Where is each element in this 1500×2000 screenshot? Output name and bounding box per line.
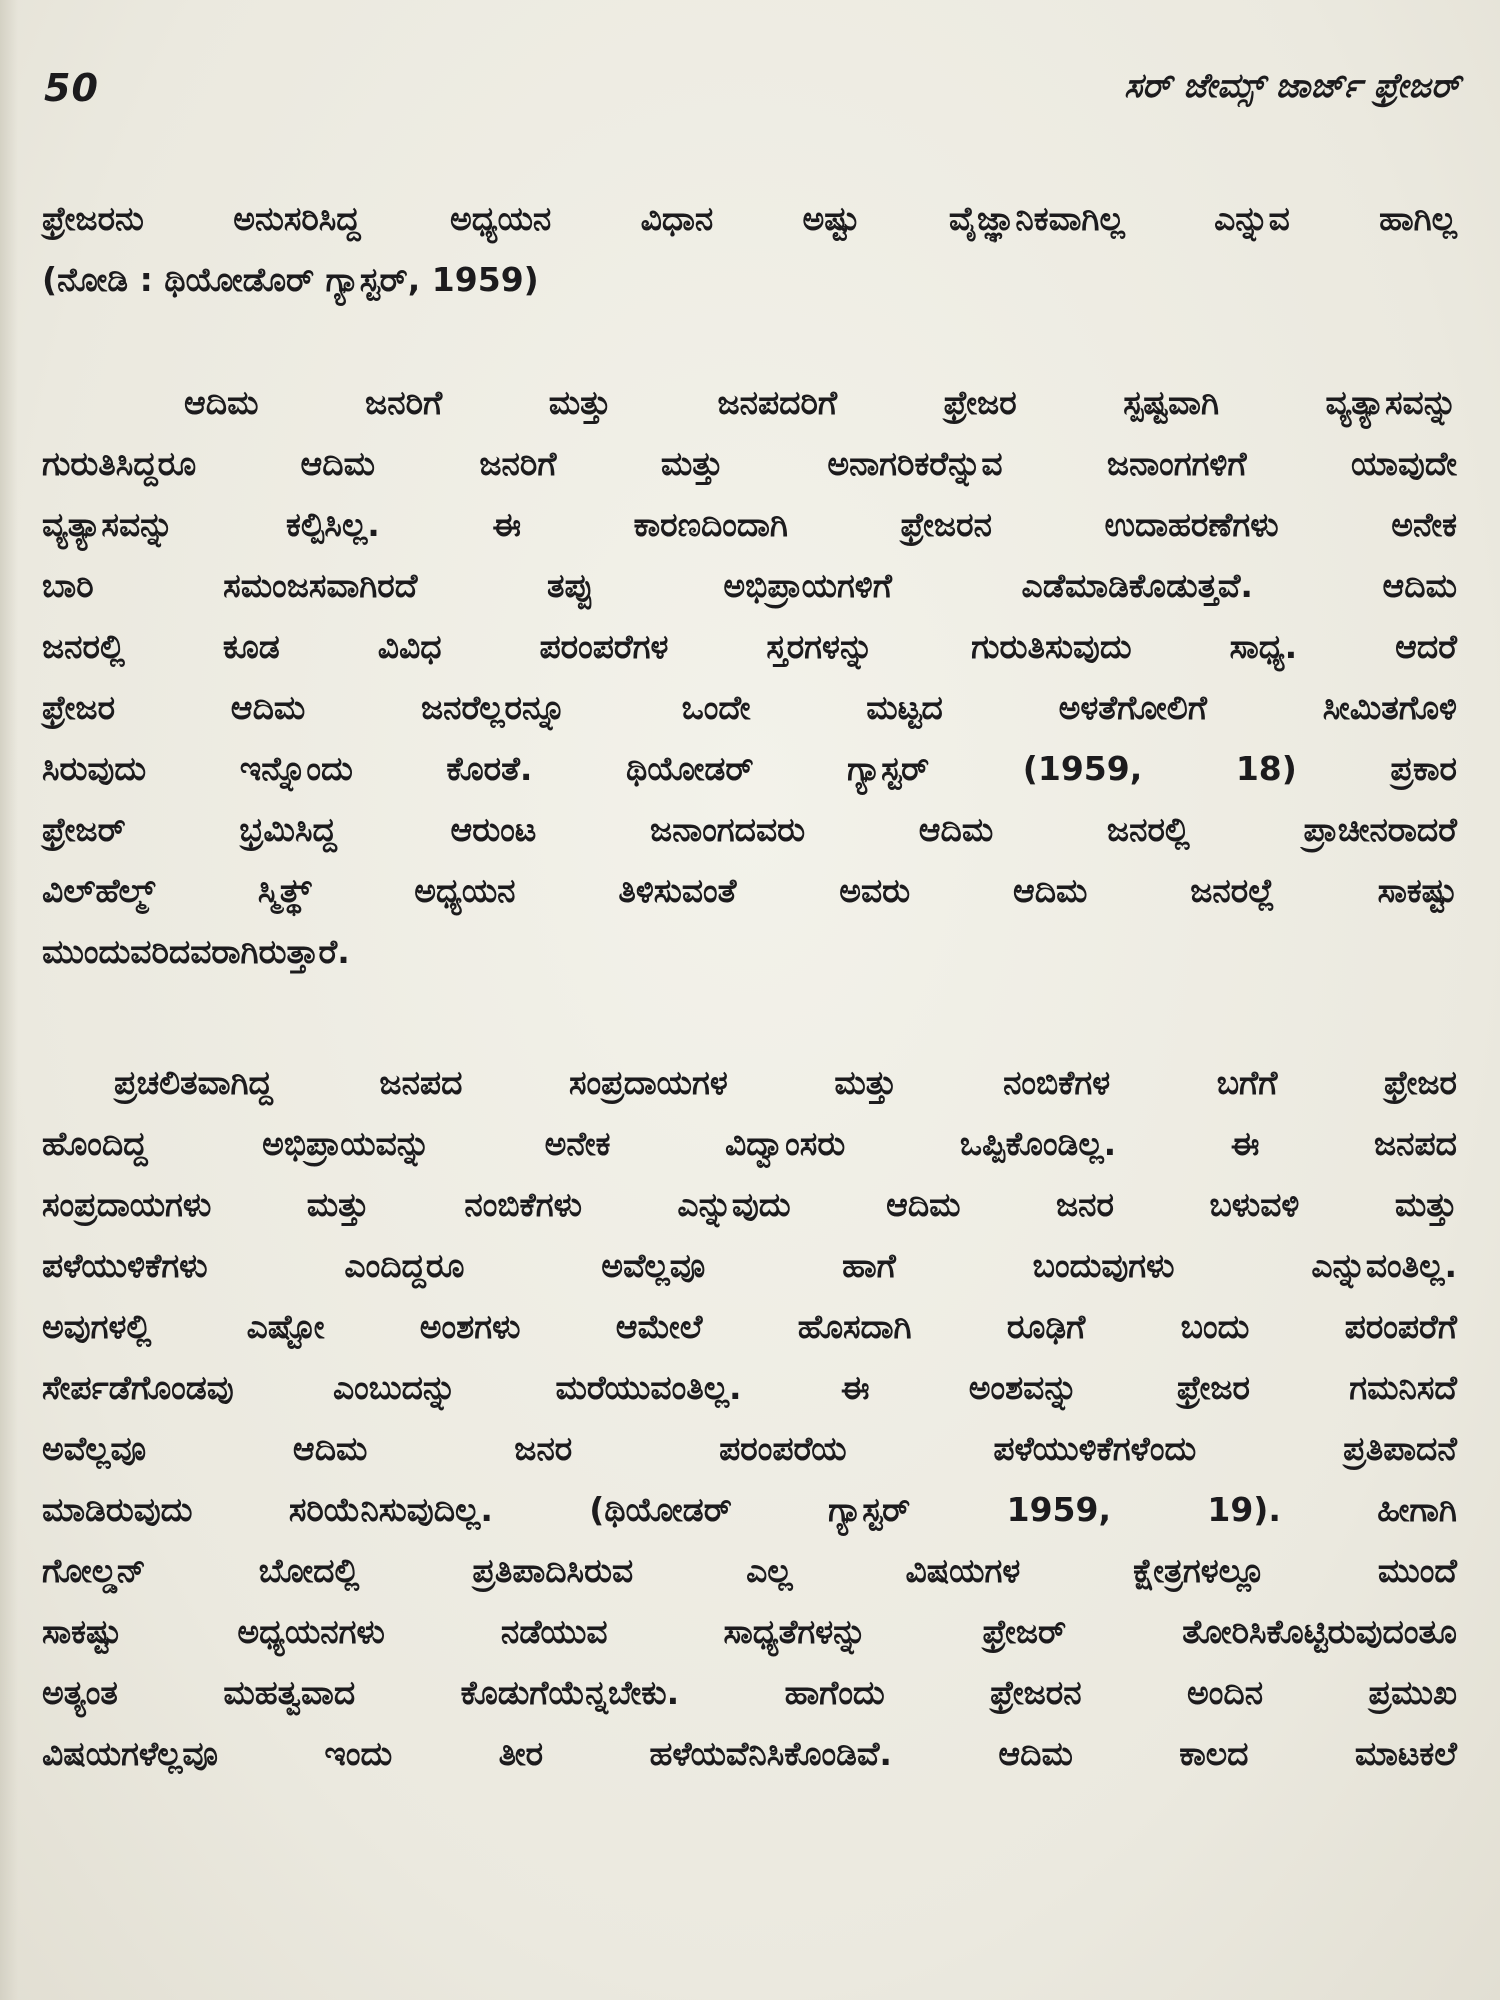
text-line: ಗುರುತಿಸಿದ್ದರೂ ಆದಿಮ ಜನರಿಗೆ ಮತ್ತು ಅನಾಗರಿಕರೆನ್ನುವ ಜನಾಂಗಗಳಿಗೆ ಯಾವುದೇ bbox=[42, 444, 1457, 483]
text-line: ಸಿರುವುದು ಇನ್ನೊಂದು ಕೊರತೆ. ಥಿಯೋಡರ್ ಗ್ಯಾಸ್ಟರ್ (1959, 18) ಪ್ರಕಾರ bbox=[42, 749, 1457, 788]
text-line: ವಿಲ್‌ಹೆಲ್ಮ್ ಸ್ಮಿತ್ಥ್ ಅಧ್ಯಯನ ತಿಳಿಸುವಂತೆ ಅವರು ಆದಿಮ ಜನರಲ್ಲೆ ಸಾಕಷ್ಟು bbox=[42, 871, 1457, 910]
body-text bbox=[42, 188, 1457, 1784]
text-line: ಮುಂದುವರಿದವರಾಗಿರುತ್ತಾರೆ. bbox=[42, 932, 350, 971]
text-line: ಜನರಲ್ಲಿ ಕೂಡ ವಿವಿಧ ಪರಂಪರೆಗಳ ಸ್ತರಗಳನ್ನು ಗುರುತಿಸುವುದು ಸಾಧ್ಯ. ಆದರೆ bbox=[42, 627, 1457, 666]
paragraph-spacer bbox=[42, 982, 1457, 1052]
text-line: ಪ್ರಚಲಿತವಾಗಿದ್ದ ಜನಪದ ಸಂಪ್ರದಾಯಗಳ ಮತ್ತು ನಂಬಿಕೆಗಳ ಬಗೆಗೆ ಫ್ರೇಜರ bbox=[114, 1063, 1457, 1102]
page-fold-shadow bbox=[0, 0, 18, 2000]
text-line: ಅವೆಲ್ಲವೂ ಆದಿಮ ಜನರ ಪರಂಪರೆಯ ಪಳೆಯುಳಿಕೆಗಳೆಂದು ಪ್ರತಿಪಾದನೆ bbox=[42, 1429, 1457, 1468]
text-line: ಪಳೆಯುಳಿಕೆಗಳು ಎಂದಿದ್ದರೂ ಅವೆಲ್ಲವೂ ಹಾಗೆ ಬಂದುವುಗಳು ಎನ್ನುವಂತಿಲ್ಲ. bbox=[42, 1246, 1457, 1285]
text-line: ಗೋಲ್ಡನ್ ಬೋದಲ್ಲಿ ಪ್ರತಿಪಾದಿಸಿರುವ ಎಲ್ಲ ವಿಷಯಗಳ ಕ್ಷೇತ್ರಗಳಲ್ಲೂ ಮುಂದೆ bbox=[42, 1551, 1457, 1590]
text-line: ಅವುಗಳಲ್ಲಿ ಎಷ್ಟೋ ಅಂಶಗಳು ಆಮೇಲೆ ಹೊಸದಾಗಿ ರೂಢಿಗೆ ಬಂದು ಪರಂಪರೆಗೆ bbox=[42, 1307, 1457, 1346]
paragraph-spacer bbox=[42, 310, 1457, 372]
page-number: 50 bbox=[44, 66, 99, 110]
text-line: ಸೇರ್ಪಡೆಗೊಂಡವು ಎಂಬುದನ್ನು ಮರೆಯುವಂತಿಲ್ಲ. ಈ ಅಂಶವನ್ನು ಫ್ರೇಜರ ಗಮನಿಸದೆ bbox=[42, 1368, 1457, 1407]
text-line: ಅತ್ಯಂತ ಮಹತ್ವವಾದ ಕೊಡುಗೆಯೆನ್ನಬೇಕು. ಹಾಗೆಂದು ಫ್ರೇಜರನ ಅಂದಿನ ಪ್ರಮುಖ bbox=[42, 1673, 1457, 1712]
text-line: ಫ್ರೇಜರನು ಅನುಸರಿಸಿದ್ದ ಅಧ್ಯಯನ ವಿಧಾನ ಅಷ್ಟು ವೈಜ್ಞಾನಿಕವಾಗಿಲ್ಲ ಎನ್ನುವ ಹಾಗಿಲ್ಲ bbox=[42, 199, 1457, 238]
running-head: ಸರ್ ಜೇಮ್ಸ್ ಜಾರ್ಜ್ ಫ್ರೇಜರ್ bbox=[1124, 66, 1460, 106]
text-line: ಮಾಡಿರುವುದು ಸರಿಯೆನಿಸುವುದಿಲ್ಲ. (ಥಿಯೋಡರ್ ಗ್ಯಾಸ್ಟರ್ 1959, 19). ಹೀಗಾಗಿ bbox=[42, 1490, 1457, 1529]
text-line: ವಿಷಯಗಳೆಲ್ಲವೂ ಇಂದು ತೀರ ಹಳೆಯವೆನಿಸಿಕೊಂಡಿವೆ. ಆದಿಮ ಕಾಲದ ಮಾಟಕಲೆ bbox=[42, 1734, 1457, 1773]
text-line: ಆದಿಮ ಜನರಿಗೆ ಮತ್ತು ಜನಪದರಿಗೆ ಫ್ರೇಜರ ಸ್ಪಷ್ಟವಾಗಿ ವ್ಯತ್ಯಾಸವನ್ನು bbox=[184, 383, 1457, 422]
paragraph-3 bbox=[42, 1052, 1457, 1784]
text-line: ಬಾರಿ ಸಮಂಜಸವಾಗಿರದೆ ತಪ್ಪು ಅಭಿಪ್ರಾಯಗಳಿಗೆ ಎಡೆಮಾಡಿಕೊಡುತ್ತವೆ. ಆದಿಮ bbox=[42, 566, 1457, 605]
page-header bbox=[44, 66, 1460, 126]
text-line: (ನೋಡಿ : ಥಿಯೋಡೊರ್ ಗ್ಯಾಸ್ಟರ್, 1959) bbox=[42, 260, 539, 299]
text-line: ಫ್ರೇಜರ್ ಭ್ರಮಿಸಿದ್ದ ಆರುಂಟ ಜನಾಂಗದವರು ಆದಿಮ ಜನರಲ್ಲಿ ಪ್ರಾಚೀನರಾದರೆ bbox=[42, 810, 1457, 849]
text-line: ಸಾಕಷ್ಟು ಅಧ್ಯಯನಗಳು ನಡೆಯುವ ಸಾಧ್ಯತೆಗಳನ್ನು ಫ್ರೇಜರ್ ತೋರಿಸಿಕೊಟ್ಟಿರುವುದಂತೂ bbox=[42, 1612, 1457, 1651]
text-line: ಸಂಪ್ರದಾಯಗಳು ಮತ್ತು ನಂಬಿಕೆಗಳು ಎನ್ನುವುದು ಆದಿಮ ಜನರ ಬಳುವಳಿ ಮತ್ತು bbox=[42, 1185, 1457, 1224]
paragraph-1 bbox=[42, 188, 1457, 310]
text-line: ಫ್ರೇಜರ ಆದಿಮ ಜನರೆಲ್ಲರನ್ನೂ ಒಂದೇ ಮಟ್ಟದ ಅಳತೆಗೋಲಿಗೆ ಸೀಮಿತಗೊಳಿ bbox=[42, 688, 1457, 727]
text-line: ಹೊಂದಿದ್ದ ಅಭಿಪ್ರಾಯವನ್ನು ಅನೇಕ ವಿದ್ವಾಂಸರು ಒಪ್ಪಿಕೊಂಡಿಲ್ಲ. ಈ ಜನಪದ bbox=[42, 1124, 1457, 1163]
text-line: ವ್ಯತ್ಯಾಸವನ್ನು ಕಲ್ಪಿಸಿಲ್ಲ. ಈ ಕಾರಣದಿಂದಾಗಿ ಫ್ರೇಜರನ ಉದಾಹರಣೆಗಳು ಅನೇಕ bbox=[42, 505, 1457, 544]
paragraph-2 bbox=[42, 372, 1457, 982]
